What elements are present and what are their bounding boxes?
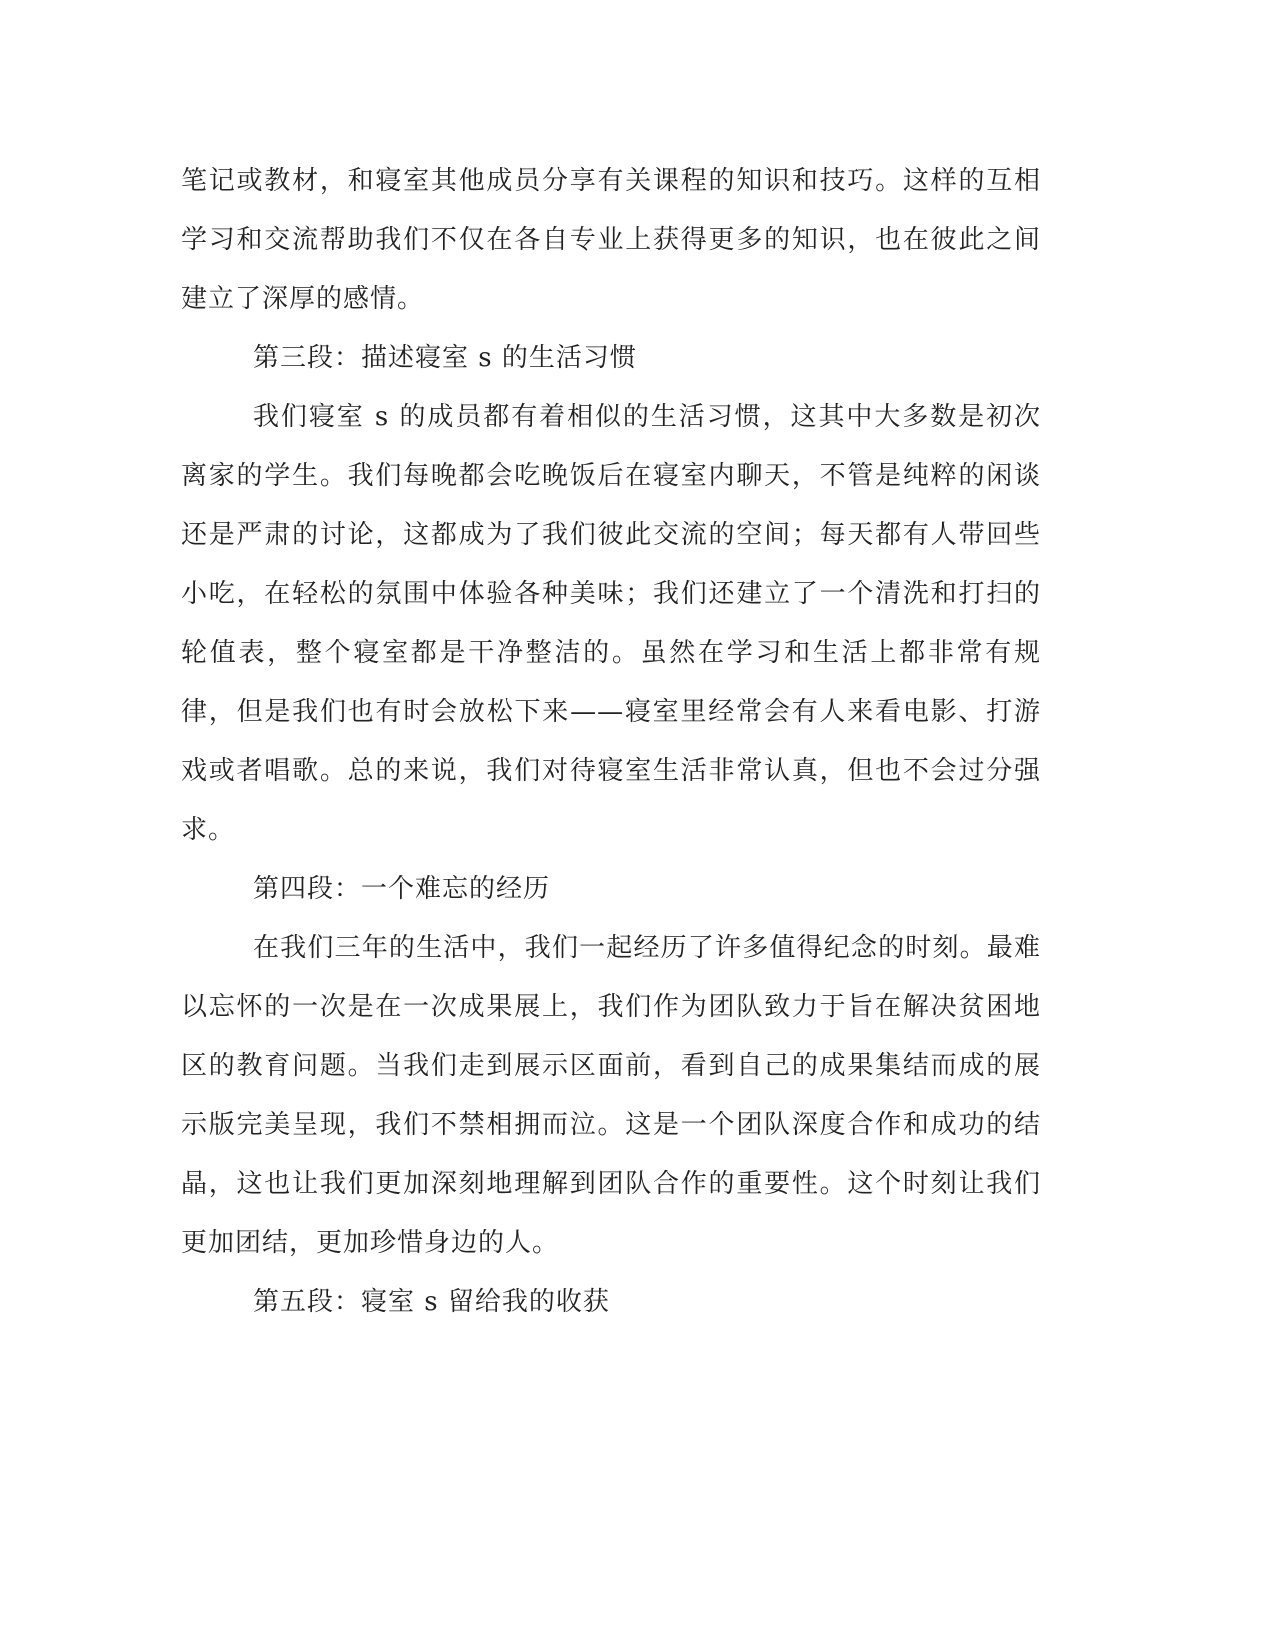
document-body	[181, 152, 1041, 1332]
heading-section-5: 第五段：寝室 s 留给我的收获	[253, 1287, 610, 1317]
paragraph-continued: 笔记或教材，和寝室其他成员分享有关课程的知识和技巧。这样的互相学习和交流帮助我们不仅在各自专业上获得更多的知识，也在彼此之间建立了深厚的感情。	[181, 166, 1041, 314]
paragraph-section-4: 在我们三年的生活中，我们一起经历了许多值得纪念的时刻。最难以忘怀的一次是在一次成果展上，我们作为团队致力于旨在解决贫困地区的教育问题。当我们走到展示区面前，看到自己的成果集结而成的展示版完美呈现，我们不禁相拥而泣。这是一个团队深度合作和成功的结晶，这也让我们更加深刻地理解到团队合作的重要性。这个时刻让我们更加团结，更加珍惜身边的人。	[181, 933, 1041, 1258]
paragraph-section-3: 我们寝室 s 的成员都有着相似的生活习惯，这其中大多数是初次离家的学生。我们每晚都会吃晚饭后在寝室内聊天，不管是纯粹的闲谈还是严肃的讨论，这都成为了我们彼此交流的空间；每天都有人带回些小吃，在轻松的氛围中体验各种美味；我们还建立了一个清洗和打扫的轮值表，整个寝室都是干净整洁的。虽然在学习和生活上都非常有规律，但是我们也有时会放松下来——寝室里经常会有人来看电影、打游戏或者唱歌。总的来说，我们对待寝室生活非常认真，但也不会过分强求。	[181, 402, 1041, 845]
heading-section-4: 第四段：一个难忘的经历	[253, 874, 551, 904]
heading-section-3: 第三段：描述寝室 s 的生活习惯	[253, 343, 637, 373]
